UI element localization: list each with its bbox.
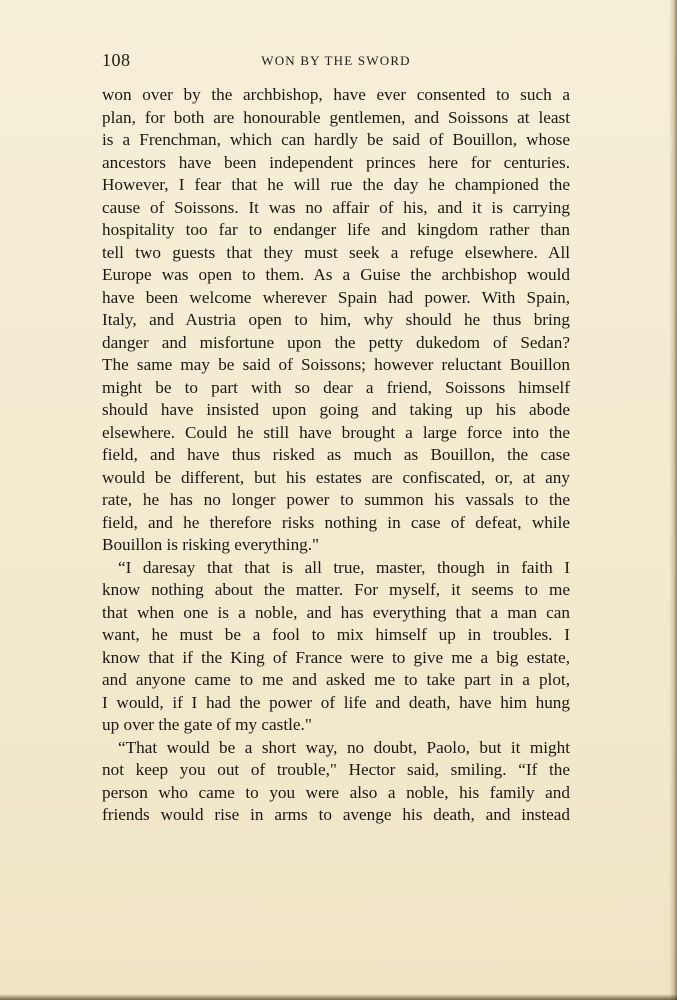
text-line: danger and misfortune upon the petty dukedom of Sedan? bbox=[102, 332, 570, 352]
text-line: know nothing about the matter. For myself, it seems to me bbox=[102, 580, 570, 599]
text-line: Europe was open to them. As a Guise the archbishop would bbox=[102, 265, 570, 284]
text-line: won over by the archbishop, have ever consented to such a bbox=[102, 85, 570, 104]
text-line: rate, he has no longer power to summon his vassals to the bbox=[102, 490, 570, 509]
text-line: know that if the King of France were to give me a big estate, bbox=[102, 647, 570, 667]
text-line: “That would be a short way, no doubt, Paolo, but it might bbox=[118, 737, 570, 757]
page-header bbox=[102, 50, 570, 74]
text-line: ancestors have been independent princes here for centuries. bbox=[102, 152, 570, 172]
text-line: not keep you out of trouble," Hector said, smiling. “If the bbox=[102, 760, 570, 779]
text-line: field, and have thus risked as much as Bouillon, the case bbox=[102, 445, 570, 464]
text-line: The same may be said of Soissons; however reluctant Bouillon bbox=[102, 355, 570, 374]
text-line: elsewhere. Could he still have brought a large force into the bbox=[102, 422, 570, 442]
text-line: person who came to you were also a noble, his family and bbox=[102, 782, 570, 802]
text-line: tell two guests that they must seek a refuge elsewhere. All bbox=[102, 242, 570, 262]
text-line: and anyone came to me and asked me to take part in a plot, bbox=[102, 670, 570, 689]
text-line: cause of Soissons. It was no affair of his, and it is carrying bbox=[102, 197, 570, 217]
page-bottom-shadow bbox=[0, 994, 677, 1000]
text-line: field, and he therefore risks nothing in case of defeat, while bbox=[102, 512, 570, 532]
text-line: Bouillon is risking everything." bbox=[102, 535, 320, 554]
text-line: would be different, but his estates are confiscated, or, at any bbox=[102, 467, 570, 487]
page-body-text bbox=[102, 84, 570, 827]
text-line: plan, for both are honourable gentlemen, and Soissons at least bbox=[102, 107, 570, 127]
text-line: might be to part with so dear a friend, Soissons himself bbox=[102, 377, 570, 397]
text-line: I would, if I had the power of life and death, have him hung bbox=[102, 692, 570, 712]
text-line: However, I fear that he will rue the day he championed the bbox=[102, 175, 570, 194]
text-line: friends would rise in arms to avenge his death, and instead bbox=[102, 805, 570, 824]
page-number: 108 bbox=[102, 50, 131, 70]
text-line: that when one is a noble, and has everything that a man can bbox=[102, 602, 570, 622]
text-line: “I daresay that that is all true, master, though in faith I bbox=[118, 557, 570, 577]
text-line: have been welcome wherever Spain had power. With Spain, bbox=[102, 287, 570, 307]
text-line: hospitality too far to endanger life and kingdom rather than bbox=[102, 220, 570, 239]
text-line: want, he must be a fool to mix himself up in troubles. I bbox=[102, 625, 570, 644]
text-line: is a Frenchman, which can hardly be said of Bouillon, whose bbox=[102, 130, 570, 149]
text-line: up over the gate of my castle." bbox=[102, 715, 312, 734]
running-head: WON BY THE SWORD bbox=[261, 53, 411, 68]
page-edge-shadow bbox=[669, 0, 677, 1000]
text-line: should have insisted upon going and taking up his abode bbox=[102, 400, 570, 419]
text-line: Italy, and Austria open to him, why should he thus bring bbox=[102, 310, 570, 329]
